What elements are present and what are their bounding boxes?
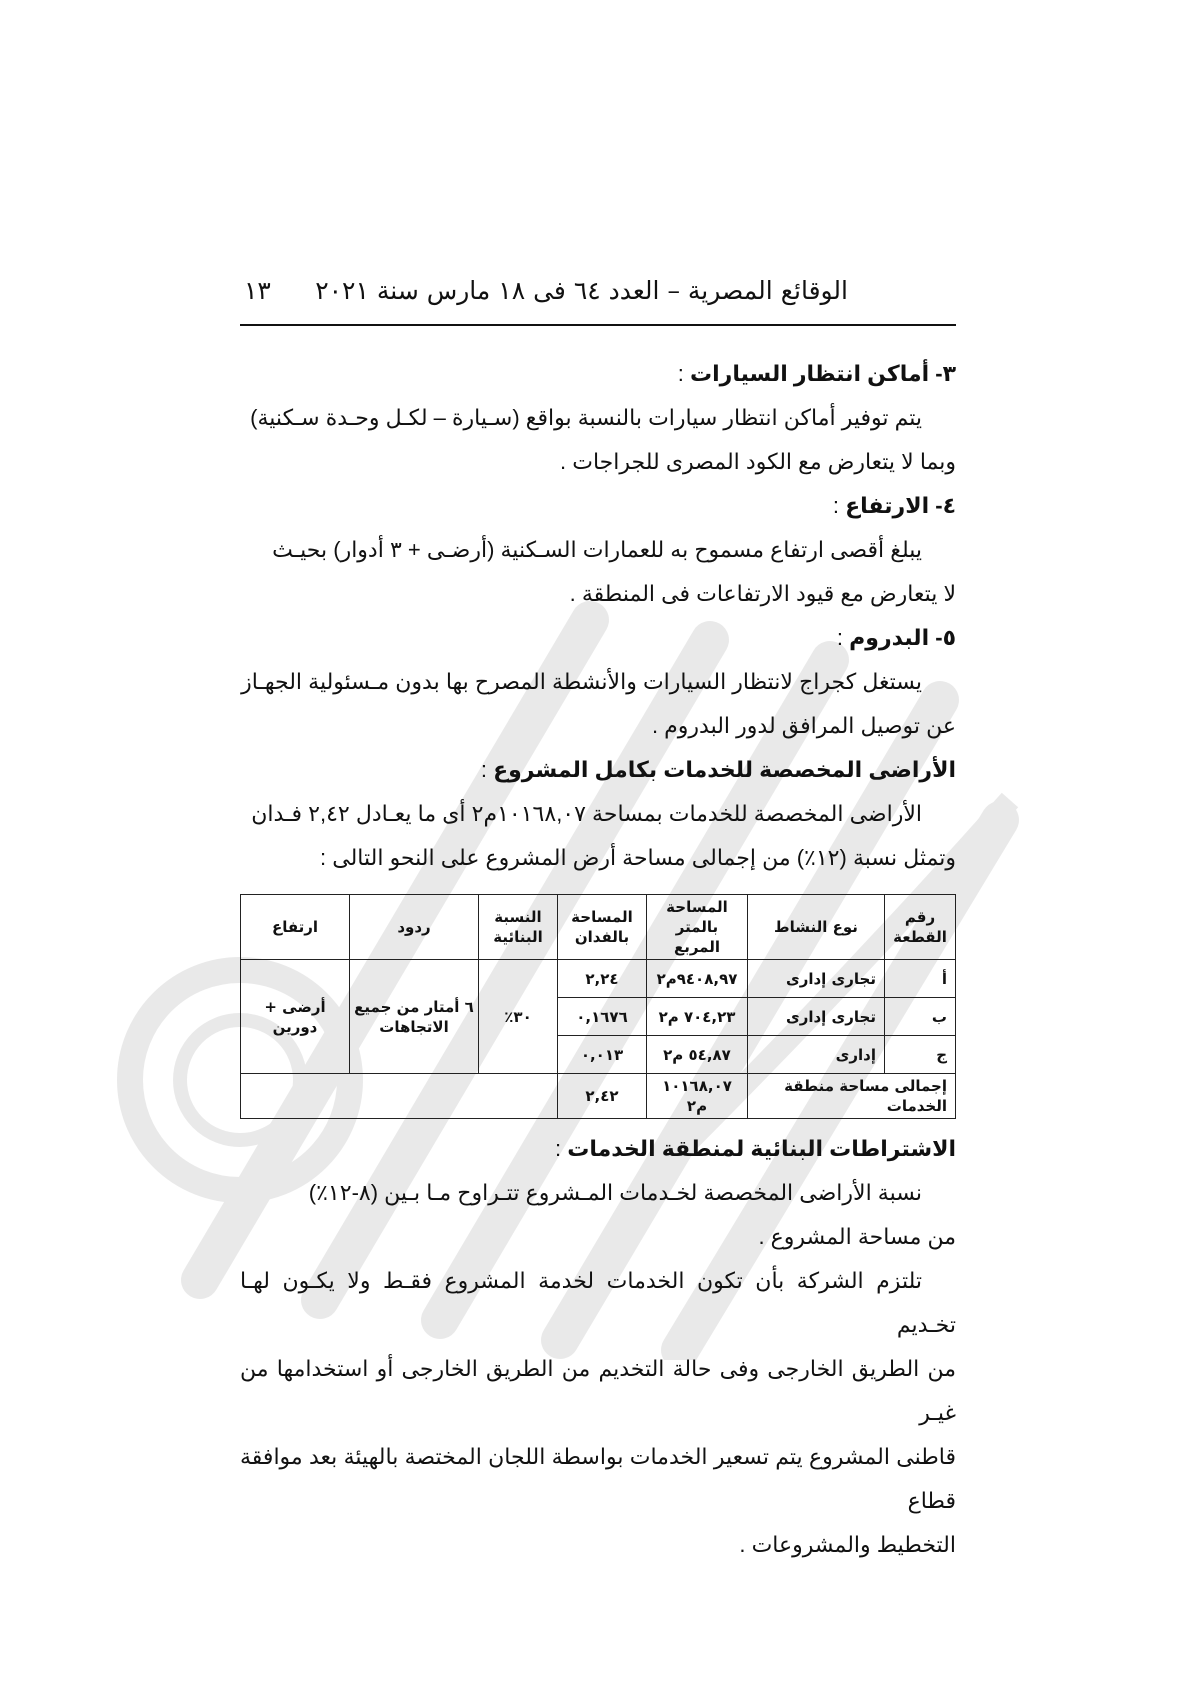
- cell-total-label: إجمالى مساحة منطقة الخدمات: [748, 1074, 956, 1119]
- table-header-row: [241, 895, 956, 960]
- header-area-m2: المساحة بالمتر المربع: [647, 895, 748, 960]
- conditions-p1-line-2: من مساحة المشروع .: [758, 1224, 956, 1249]
- cell-plot: أ: [885, 960, 956, 998]
- cell-activity: تجارى إدارى: [748, 998, 885, 1036]
- table-total-row: [241, 1074, 956, 1119]
- cell-plot: ب: [885, 998, 956, 1036]
- services-table: [240, 894, 956, 1119]
- conditions-p2-line-3: قاطنى المشروع يتم تسعير الخدمات بواسطة اللجان المختصة بالهيئة بعد موافقة قطاع: [240, 1444, 956, 1513]
- cell-plot: ج: [885, 1036, 956, 1074]
- header-area-feddan: المساحة بالفدان: [558, 895, 647, 960]
- header-height: ارتفاع: [241, 895, 350, 960]
- cell-total-area-feddan: ٢,٤٢: [558, 1074, 647, 1119]
- basement-heading: ٥- البدروم :: [836, 625, 956, 650]
- building-conditions-heading: الاشتراطات البنائية لمنطقة الخدمات :: [555, 1136, 956, 1161]
- cell-area-m2: ٧٠٤,٢٣ م٢: [647, 998, 748, 1036]
- conditions-p2-line-2: من الطريق الخارجى وفى حالة التخديم من الطريق الخارجى أو استخدامها من غيـر: [240, 1356, 956, 1425]
- conditions-p2-line-1: تلتزم الشركة بأن تكون الخدمات لخدمة المشروع فقـط ولا يكـون لهـا تخـديم: [240, 1268, 956, 1337]
- height-line-1: يبلغ أقصى ارتفاع مسموح به للعمارات السـكنية (أرضـى + ٣ أدوار) بحيـث: [272, 537, 922, 562]
- height-heading: ٤- الارتفاع :: [832, 493, 956, 518]
- header-activity-type: نوع النشاط: [748, 895, 885, 960]
- gazette-title: الوقائع المصرية – العدد ٦٤ فى ١٨ مارس سنة ٢٠٢١: [315, 276, 848, 305]
- header-setbacks: ردود: [350, 895, 479, 960]
- service-lands-line-2: وتمثل نسبة (١٢٪) من إجمالى مساحة أرض المشروع على النحو التالى :: [320, 845, 956, 870]
- cell-total-area-m2: ١٠١٦٨,٠٧ م٢: [647, 1074, 748, 1119]
- cell-area-m2: ٥٤,٨٧ م٢: [647, 1036, 748, 1074]
- parking-line-1: يتم توفير أماكن انتظار سيارات بالنسبة بواقع (سـيارة – لكـل وحـدة سـكنية): [250, 405, 922, 430]
- cell-height: أرضى + دورين: [241, 960, 350, 1074]
- header-plot-number: رقم القطعة: [885, 895, 956, 960]
- cell-building-ratio: ٣٠٪: [479, 960, 558, 1074]
- page-content: [240, 352, 956, 1567]
- parking-heading: ٣- أماكن انتظار السيارات :: [677, 361, 956, 386]
- cell-area-feddan: ٠,١٦٧٦: [558, 998, 647, 1036]
- page-number: ١٣: [244, 276, 271, 305]
- basement-line-2: عن توصيل المرافق لدور البدروم .: [651, 713, 956, 738]
- conditions-p2-line-4: التخطيط والمشروعات .: [739, 1532, 956, 1557]
- height-line-2: لا يتعارض مع قيود الارتفاعات فى المنطقة .: [569, 581, 956, 606]
- header-building-ratio: النسبة البنائية: [479, 895, 558, 960]
- service-lands-heading: الأراضى المخصصة للخدمات بكامل المشروع :: [480, 757, 956, 782]
- service-lands-line-1: الأراضى المخصصة للخدمات بمساحة ١٠١٦٨,٠٧م٢ أى ما يعـادل ٢,٤٢ فـدان: [251, 801, 922, 826]
- basement-line-1: يستغل كجراج لانتظار السيارات والأنشطة المصرح بها بدون مـسئولية الجهـاز: [241, 669, 922, 694]
- cell-area-m2: ٩٤٠٨,٩٧م٢: [647, 960, 748, 998]
- cell-activity: تجارى إدارى: [748, 960, 885, 998]
- cell-area-feddan: ٢,٢٤: [558, 960, 647, 998]
- cell-activity: إدارى: [748, 1036, 885, 1074]
- cell-setbacks: ٦ أمتار من جميع الاتجاهات: [350, 960, 479, 1074]
- table-row: [241, 960, 956, 998]
- page-header: [240, 272, 956, 326]
- cell-area-feddan: ٠,٠١٣: [558, 1036, 647, 1074]
- conditions-p1-line-1: نسبة الأراضى المخصصة لخـدمات المـشروع تتـراوح مـا بـين (٨-١٢٪): [308, 1180, 922, 1205]
- parking-line-2: وبما لا يتعارض مع الكود المصرى للجراجات .: [560, 449, 956, 474]
- cell-total-empty: [241, 1074, 558, 1119]
